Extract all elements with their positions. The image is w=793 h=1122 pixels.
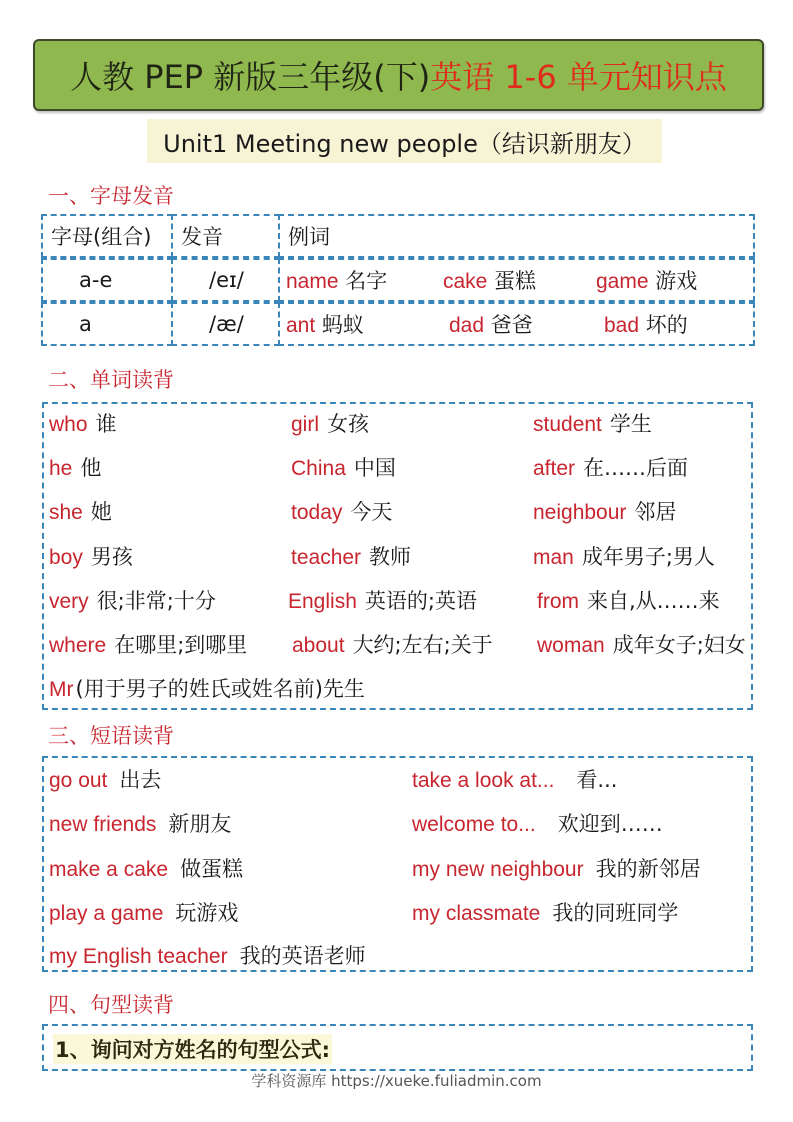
section-heading-phonics: 一、字母发音 [48,184,174,208]
phrase-item: my English teacher 我的英语老师 [49,944,366,968]
word-item: English 英语的;英语 [288,589,477,613]
example-word: name 名字 [286,269,388,293]
phonics-table [41,214,755,348]
word-item: woman 成年女子;妇女 [537,633,746,657]
phrases-box [42,756,753,972]
phrase-item: take a look at... 看... [412,768,618,792]
phrase-item: my new neighbour 我的新邻居 [412,857,701,881]
sound-cell: /æ/ [171,302,280,346]
sentences-box [42,1024,753,1071]
example-word: dad 爸爸 [449,313,533,337]
word-item: student 学生 [533,412,652,436]
word-item: China 中国 [291,456,396,480]
word-item: girl 女孩 [291,412,370,436]
header-letter: 字母(组合) [41,214,173,258]
word-item: after 在……后面 [533,456,689,480]
word-item: who 谁 [49,412,117,436]
section-heading-phrases: 三、短语读背 [48,724,174,748]
example-word: bad 坏的 [604,313,688,337]
phrase-item: welcome to... 欢迎到…… [412,812,663,836]
example-word: ant 蚂蚁 [286,313,364,337]
title-red-part: 英语 1-6 单元知识点 [430,58,727,96]
phonics-row [41,302,755,346]
word-item: today 今天 [291,500,393,524]
footer-watermark: 学科资源库 https://xueke.fuliadmin.com [251,1072,542,1090]
word-item: from 来自,从……来 [537,589,720,613]
word-item: where 在哪里;到哪里 [49,633,248,657]
example-word: cake 蛋糕 [443,269,537,293]
word-item: man 成年男子;男人 [533,545,715,569]
sentence-pattern-label: 1、询问对方姓名的句型公式: [53,1034,332,1064]
letter-cell: a [41,302,173,346]
phonics-header-row [41,214,755,258]
letter-cell: a-e [41,258,173,302]
section-heading-words: 二、单词读背 [48,368,174,392]
section-heading-sentences: 四、句型读背 [48,993,174,1017]
title-black-part: 人教 PEP 新版三年级(下) [70,58,431,96]
header-examples: 例词 [278,214,755,258]
examples-cell [278,258,755,302]
word-item: very 很;非常;十分 [49,589,216,613]
words-box [42,402,753,710]
word-item: boy 男孩 [49,545,133,569]
word-item: neighbour 邻居 [533,500,677,524]
phrase-item: my classmate 我的同班同学 [412,901,679,925]
example-word: game 游戏 [596,269,698,293]
phrase-item: play a game 玩游戏 [49,901,239,925]
sound-cell: /eɪ/ [171,258,280,302]
word-item: Mr(用于男子的姓氏或姓名前)先生 [49,677,365,701]
title-banner [33,39,764,111]
word-item: he 他 [49,456,102,480]
word-item: teacher 教师 [291,545,412,569]
phrase-item: new friends 新朋友 [49,812,232,836]
word-item: she 她 [49,500,112,524]
header-sound: 发音 [171,214,280,258]
phrase-item: make a cake 做蛋糕 [49,857,244,881]
phrase-item: go out 出去 [49,768,162,792]
phonics-row [41,258,755,302]
unit-title: Unit1 Meeting new people（结识新朋友） [147,119,662,163]
examples-cell [278,302,755,346]
word-item: about 大约;左右;关于 [292,633,493,657]
